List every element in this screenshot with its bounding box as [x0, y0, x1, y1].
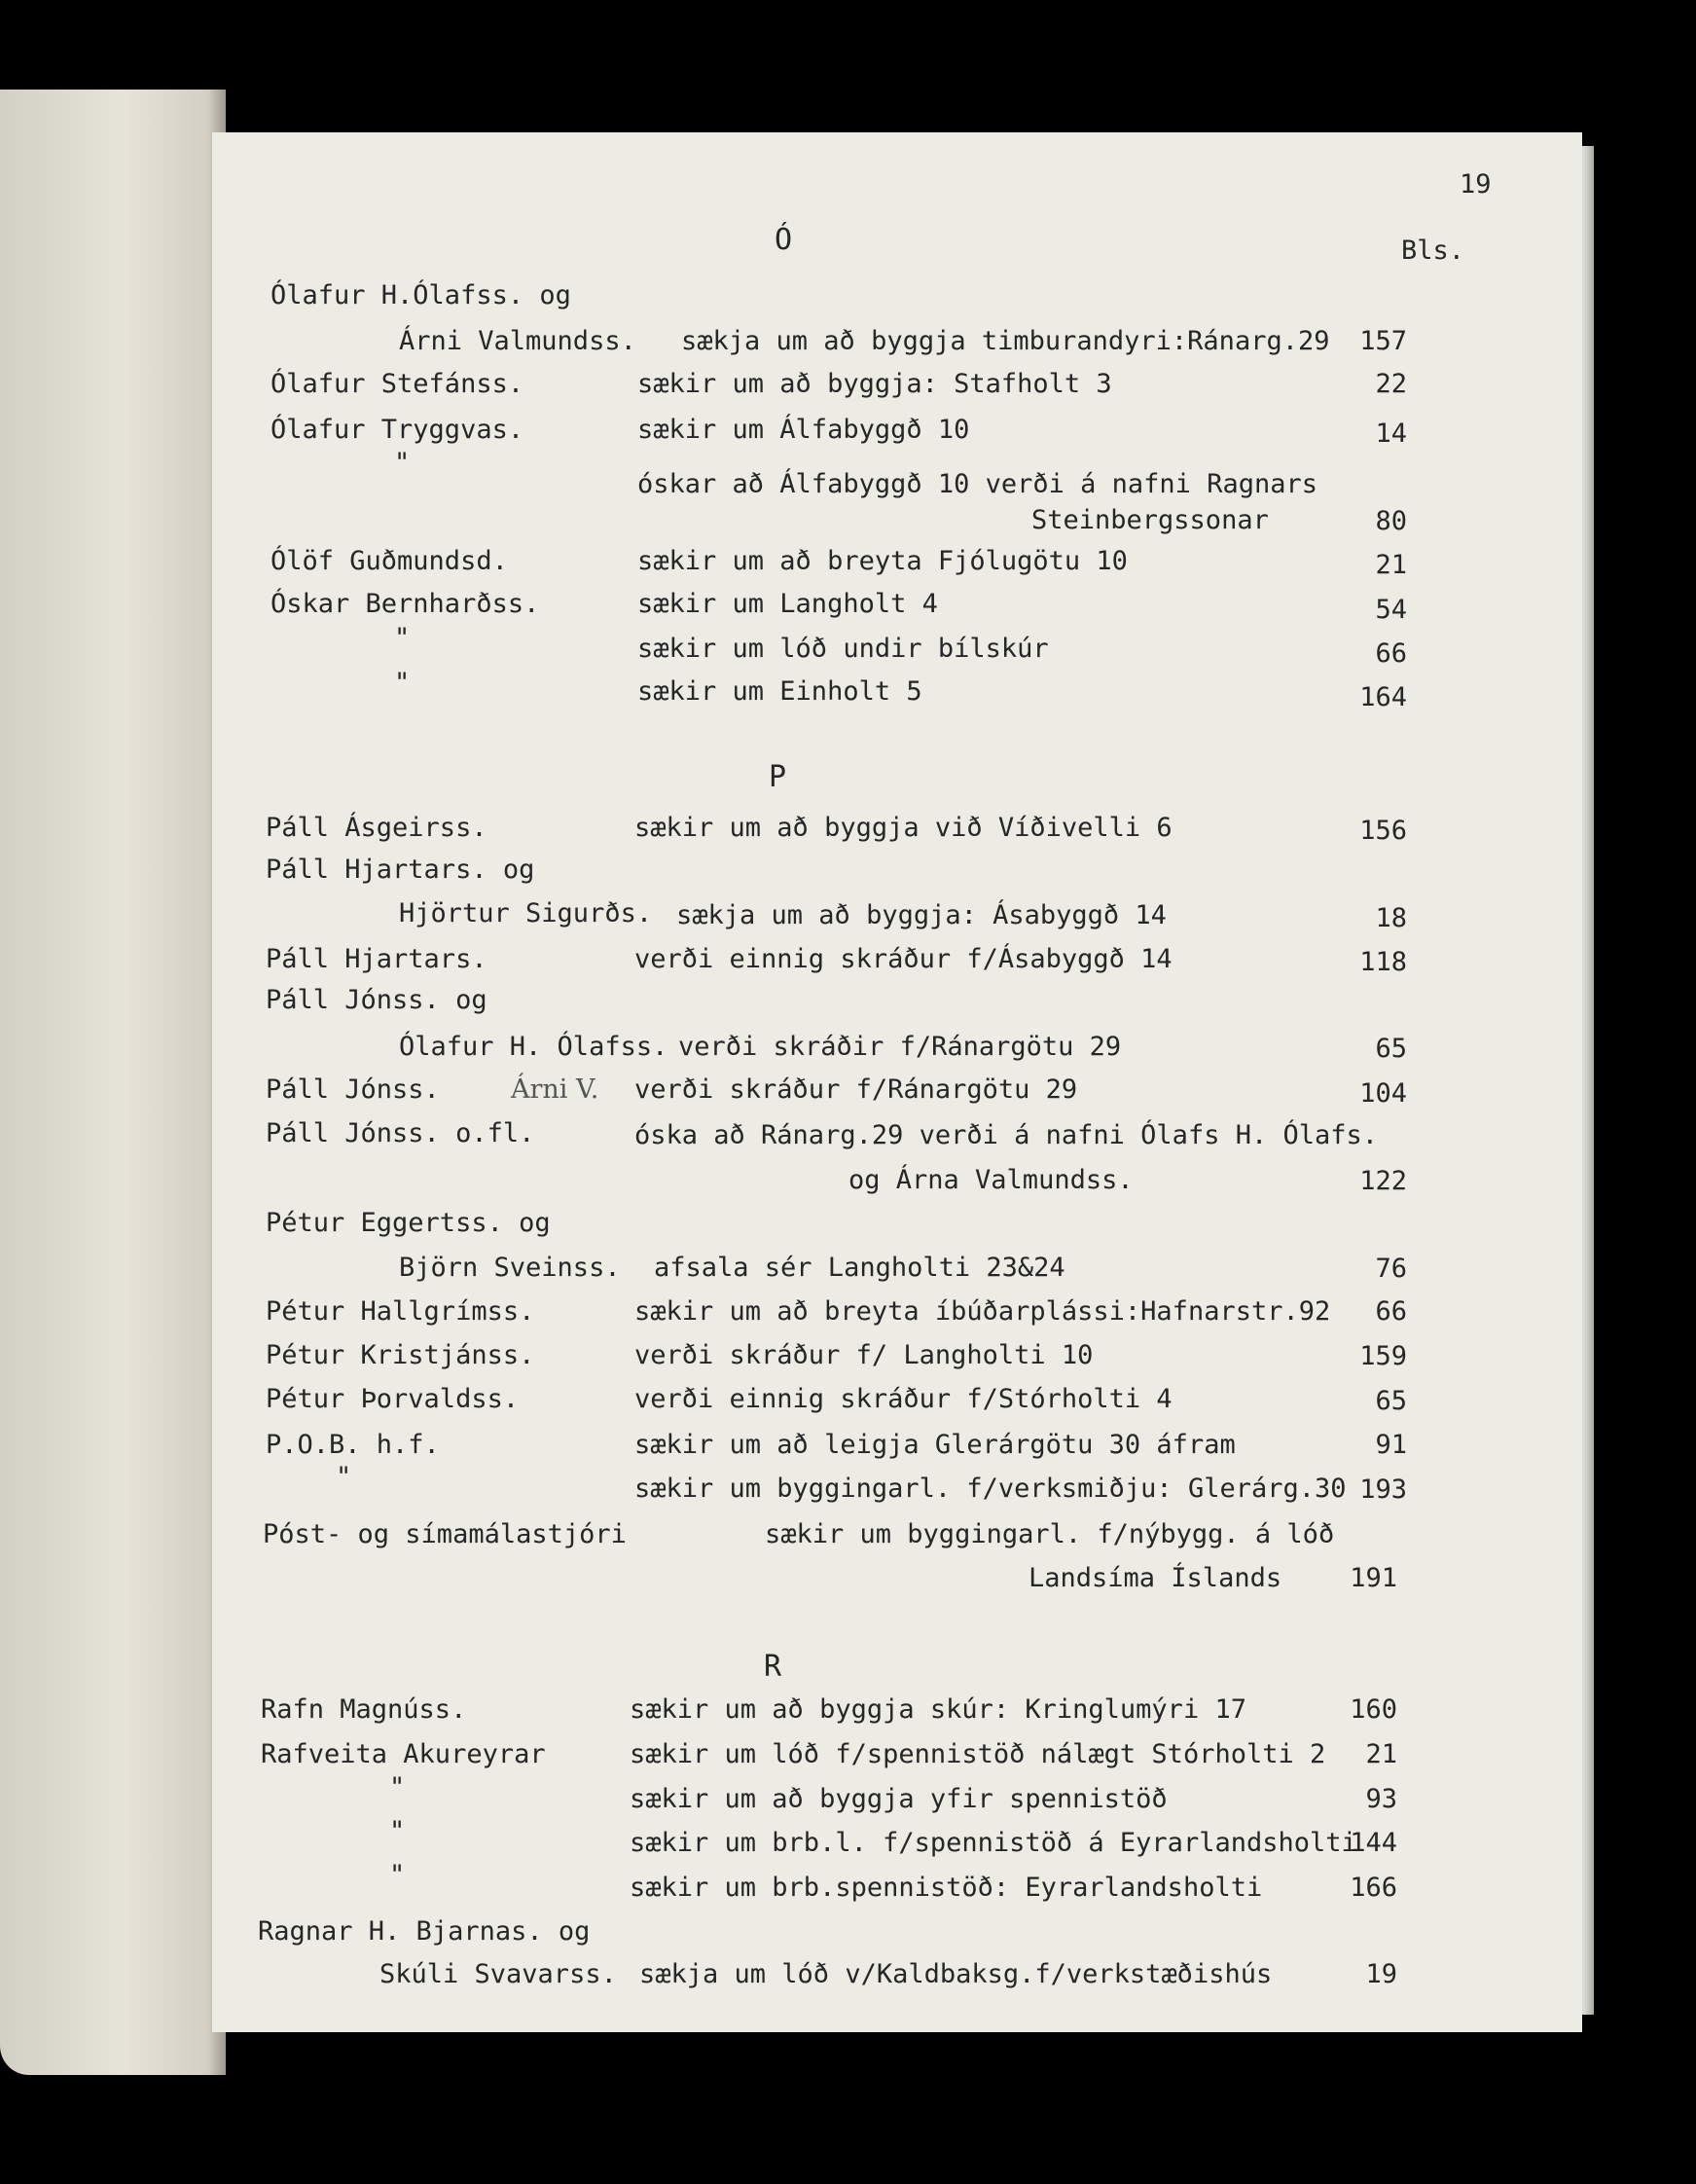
entry-page: 144 — [1350, 1828, 1397, 1858]
ditto-mark: " — [394, 623, 411, 653]
facing-page-edge — [0, 90, 226, 2075]
entry-page: 156 — [1359, 816, 1407, 846]
section-letter-r: R — [764, 1650, 782, 1684]
entry-name: Páll Jónss. og — [266, 985, 487, 1015]
entry-page: 19 — [1365, 1959, 1397, 1989]
entry-page: 91 — [1375, 1430, 1407, 1460]
entry-page: 159 — [1359, 1341, 1407, 1371]
entry-page: 118 — [1359, 947, 1407, 977]
entry-name: Ólafur Tryggvas. — [271, 415, 524, 445]
entry-page: 65 — [1375, 1034, 1407, 1064]
entry-name: Ragnar H. Bjarnas. og — [258, 1916, 591, 1947]
page-number: 19 — [1460, 169, 1492, 200]
entry-name: Rafveita Akureyrar — [261, 1739, 546, 1769]
entry-page: 76 — [1375, 1254, 1407, 1284]
entry-description: sækir um að byggja yfir spennistöð — [630, 1784, 1168, 1814]
entry-description: sækir um að byggja skúr: Kringlumýri 17 — [630, 1694, 1246, 1725]
entry-page: 14 — [1375, 419, 1407, 449]
entry-page: 66 — [1375, 638, 1407, 669]
entry-page: 22 — [1375, 369, 1407, 399]
entry-page: 166 — [1350, 1873, 1397, 1903]
entry-page: 191 — [1350, 1563, 1397, 1593]
section-letter-o: Ó — [775, 223, 793, 257]
ditto-mark: " — [336, 1462, 352, 1492]
entry-name: Óskar Bernharðss. — [271, 589, 540, 619]
entry-name: Póst- og símamálastjóri — [263, 1519, 627, 1549]
entry-name: Árni Valmundss. — [399, 326, 636, 356]
entry-name: Pétur Hallgrímss. — [266, 1296, 535, 1327]
entry-name: Páll Hjartars. og — [266, 855, 535, 885]
entry-page: 80 — [1375, 506, 1407, 536]
entry-description: sækir um byggingarl. f/verksmiðju: Glerárg.30 — [634, 1474, 1347, 1504]
entry-name: Pétur Kristjánss. — [266, 1340, 535, 1370]
entry-page: 160 — [1350, 1694, 1397, 1725]
column-header-bls: Bls. — [1401, 236, 1465, 266]
entry-description: sækir um lóð f/spennistöð nálægt Stórholti 2 — [630, 1739, 1326, 1769]
entry-page: 65 — [1375, 1386, 1407, 1416]
entry-name: Páll Jónss. o.fl. — [266, 1118, 535, 1148]
section-letter-p: P — [769, 760, 787, 794]
entry-description: sækir um lóð undir bílskúr — [637, 634, 1049, 664]
ditto-mark: " — [389, 1816, 406, 1846]
entry-name: P.O.B. h.f. — [266, 1430, 440, 1460]
entry-name: Pétur Þorvaldss. — [266, 1384, 520, 1414]
entry-description: sækir um að byggja: Stafholt 3 — [637, 369, 1112, 399]
entry-description: sækir um brb.spennistöð: Eyrarlandsholti — [630, 1873, 1263, 1903]
ditto-mark: " — [394, 448, 411, 478]
entry-description: sækir um að breyta Fjólugötu 10 — [637, 546, 1128, 576]
entry-description: afsala sér Langholti 23&24 — [654, 1253, 1065, 1283]
entry-name: Ólöf Guðmundsd. — [271, 546, 508, 576]
entry-description: óska að Ránarg.29 verði á nafni Ólafs H. Ólafs. — [634, 1120, 1379, 1150]
entry-description: sækja um lóð v/Kaldbaksg.f/verkstæðishús — [639, 1959, 1273, 1989]
ditto-mark: " — [389, 1772, 406, 1802]
ditto-mark: " — [394, 668, 411, 698]
entry-page: 157 — [1359, 326, 1407, 356]
entry-description: sækir um að byggja við Víðivelli 6 — [634, 813, 1173, 843]
entry-name: Hjörtur Sigurðs. — [399, 898, 653, 928]
entry-description: sækir um Álfabyggð 10 — [637, 415, 970, 445]
entry-description: sækir um byggingarl. f/nýbygg. á lóð — [765, 1519, 1335, 1549]
entry-description: óskar að Álfabyggð 10 verði á nafni Ragnars — [637, 469, 1317, 499]
entry-description: sækja um að byggja timburandyri:Ránarg.29 — [681, 326, 1330, 356]
entry-description: verði skráður f/Ránargötu 29 — [634, 1074, 1078, 1105]
entry-page: 54 — [1375, 595, 1407, 625]
entry-description-continued: Steinbergssonar — [1031, 505, 1269, 535]
entry-name: Ólafur H.Ólafss. og — [271, 280, 571, 310]
entry-description: sækir um að leigja Glerárgötu 30 áfram — [634, 1430, 1236, 1460]
entry-description: sækir um að breyta íbúðarplássi:Hafnarstr.92 — [634, 1296, 1331, 1327]
entry-name: Rafn Magnúss. — [261, 1694, 467, 1725]
entry-page: 93 — [1365, 1784, 1397, 1814]
entry-name: Páll Jónss. — [266, 1074, 440, 1105]
entry-page: 122 — [1359, 1166, 1407, 1196]
entry-description: verði skráður f/ Langholti 10 — [634, 1340, 1094, 1370]
entry-name: Ólafur Stefánss. — [271, 369, 524, 399]
entry-description-continued: og Árna Valmundss. — [848, 1165, 1134, 1195]
entry-page: 164 — [1359, 682, 1407, 712]
entry-description: verði einnig skráður f/Ásabyggð 14 — [634, 944, 1173, 974]
entry-description: verði einnig skráður f/Stórholti 4 — [634, 1384, 1173, 1414]
entry-description: sækir um brb.l. f/spennistöð á Eyrarlandsholti — [630, 1828, 1357, 1858]
entry-name: Páll Ásgeirss. — [266, 813, 487, 843]
entry-description: verði skráðir f/Ránargötu 29 — [678, 1032, 1122, 1062]
entry-description-continued: Landsíma Íslands — [1028, 1563, 1282, 1593]
entry-name: Ólafur H. Ólafss. — [399, 1032, 668, 1062]
entry-description: sækja um að byggja: Ásabyggð 14 — [676, 900, 1167, 930]
entry-name: Skúli Svavarss. — [379, 1959, 617, 1989]
entry-name: Páll Hjartars. — [266, 944, 487, 974]
entry-description: sækir um Langholt 4 — [637, 589, 938, 619]
ditto-mark: " — [389, 1860, 406, 1890]
entry-page: 21 — [1365, 1739, 1397, 1769]
entry-description: sækir um Einholt 5 — [637, 676, 922, 707]
entry-page: 193 — [1359, 1474, 1407, 1505]
entry-page: 66 — [1375, 1296, 1407, 1327]
entry-page: 18 — [1375, 903, 1407, 933]
entry-note: Árni V. — [511, 1074, 599, 1105]
entry-name: Pétur Eggertss. og — [266, 1208, 551, 1238]
entry-name: Björn Sveinss. — [399, 1253, 621, 1283]
entry-page: 104 — [1359, 1078, 1407, 1109]
entry-page: 21 — [1375, 550, 1407, 580]
